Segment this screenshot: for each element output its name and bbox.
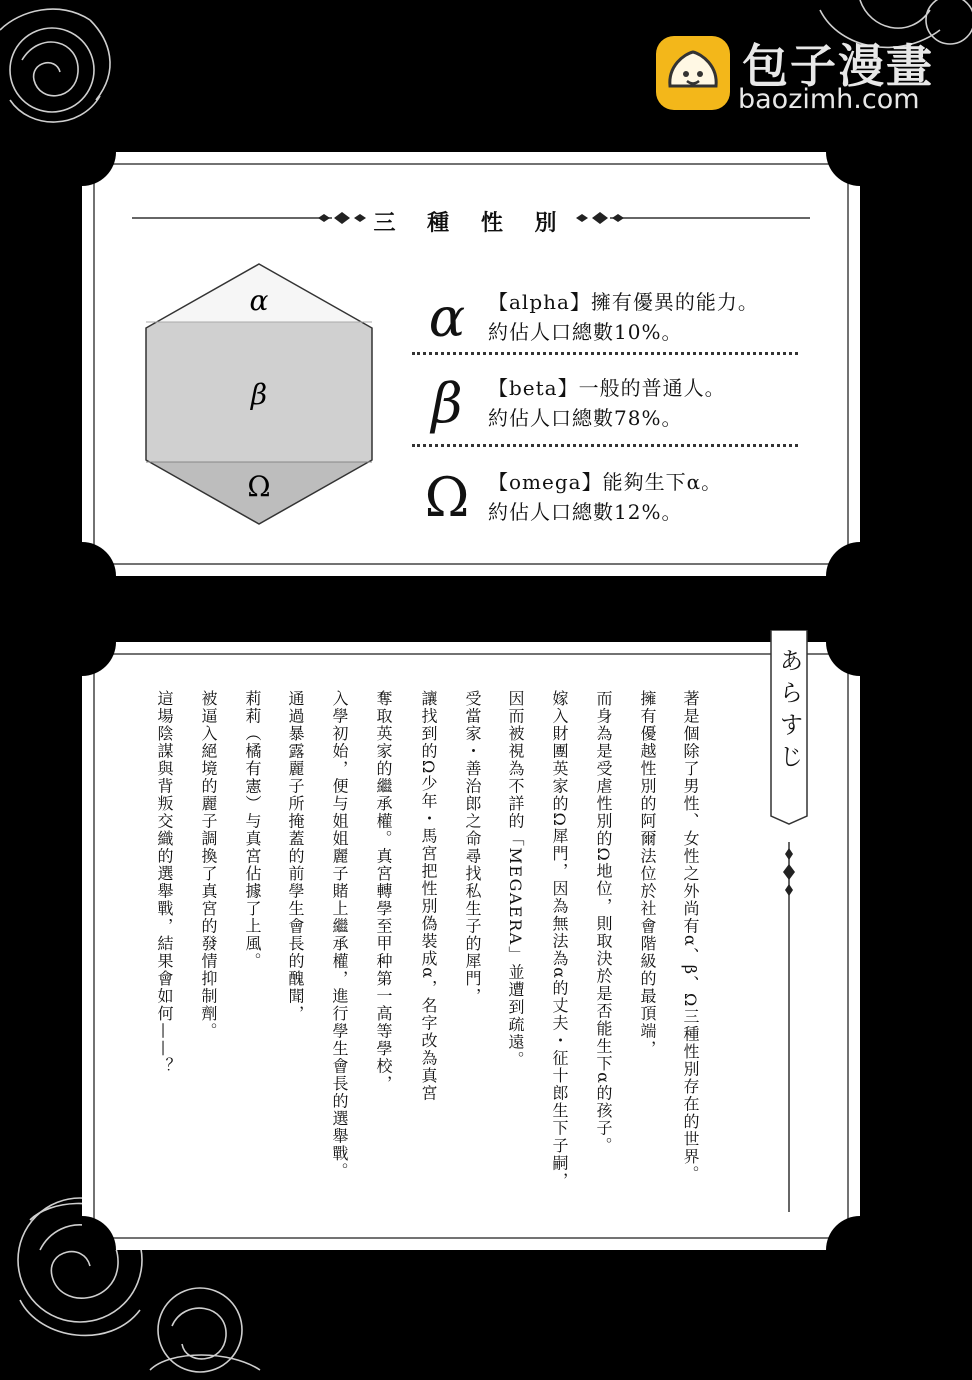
gender-row-beta xyxy=(412,366,812,446)
synopsis-line: 讓找到的Ω少年・馬宮把性別偽裝成α，名字改為真宮 xyxy=(419,690,438,1103)
three-genders-panel xyxy=(82,152,860,576)
synopsis-line: 受當家・善治郎之命尋找私生子的犀門， xyxy=(463,690,482,1005)
beta-description: 【beta】一般的普通人。 xyxy=(488,376,726,400)
synopsis-line: 被逼入絕境的麗子調換了真宮的發情抑制劑。 xyxy=(199,690,218,1040)
synopsis-heading: あらすじ xyxy=(775,648,803,776)
panel-title: 三 種 性 別 xyxy=(373,210,569,236)
dotted-divider xyxy=(412,352,798,355)
gender-hexagon-diagram xyxy=(144,262,374,530)
omega-symbol: Ω xyxy=(424,466,470,529)
omega-population: 約佔人口總數12%。 xyxy=(488,500,683,524)
synopsis-tag xyxy=(770,630,808,826)
synopsis-line: 著是個除了男性、女性之外尚有α、β、Ω三種性別存在的世界。 xyxy=(681,690,700,1183)
synopsis-line: 入學初始，便与姐姐麗子賭上繼承權，進行學生會長的選舉戰。 xyxy=(330,690,349,1180)
hexagon-omega: Ω xyxy=(247,470,271,503)
synopsis-line: 而身為是受虐性別的Ω地位，則取決於是否能生下α的孩子。 xyxy=(594,690,613,1155)
synopsis-line: 莉莉（橘有憲）与真宮佔據了上風。 xyxy=(243,690,262,970)
hexagon-alpha: α xyxy=(249,284,269,317)
synopsis-line: 嫁入財團英家的Ω犀門，因為無法為α的丈夫・征十郎生下子嗣， xyxy=(550,690,569,1190)
gender-row-alpha xyxy=(412,280,812,360)
synopsis-line: 奪取英家的繼承權。真宮轉學至甲种第一高等學校， xyxy=(374,690,393,1093)
alpha-description: 【alpha】擁有優異的能力。 xyxy=(488,290,759,314)
synopsis-line: 這場陰謀與背叛交織的選舉戰，結果會如何——？ xyxy=(155,690,174,1075)
beta-population: 約佔人口總數78%。 xyxy=(488,406,683,430)
omega-description: 【omega】能夠生下α。 xyxy=(488,470,723,494)
rose-illustration-top-left xyxy=(0,0,140,150)
hexagon-beta: β xyxy=(250,378,268,411)
alpha-population: 約佔人口總數10%。 xyxy=(488,320,683,344)
bun-icon xyxy=(656,36,730,110)
beta-symbol: β xyxy=(431,372,463,435)
synopsis-line: 因而被視為不詳的「MEGAERA」並遭到疏遠。 xyxy=(506,690,525,1069)
synopsis-line: 通過暴露麗子所掩蓋的前學生會長的醜聞， xyxy=(286,690,305,1023)
synopsis-line: 擁有優越性別的阿爾法位於社會階級的最頂端， xyxy=(638,690,657,1058)
synopsis-panel xyxy=(82,642,860,1250)
alpha-symbol: α xyxy=(428,286,466,349)
site-logo[interactable] xyxy=(656,34,956,118)
dotted-divider xyxy=(412,444,798,447)
logo-name: 包子漫畫 xyxy=(742,39,934,93)
gender-row-omega xyxy=(412,460,812,540)
logo-url: baozimh.com xyxy=(738,84,920,115)
